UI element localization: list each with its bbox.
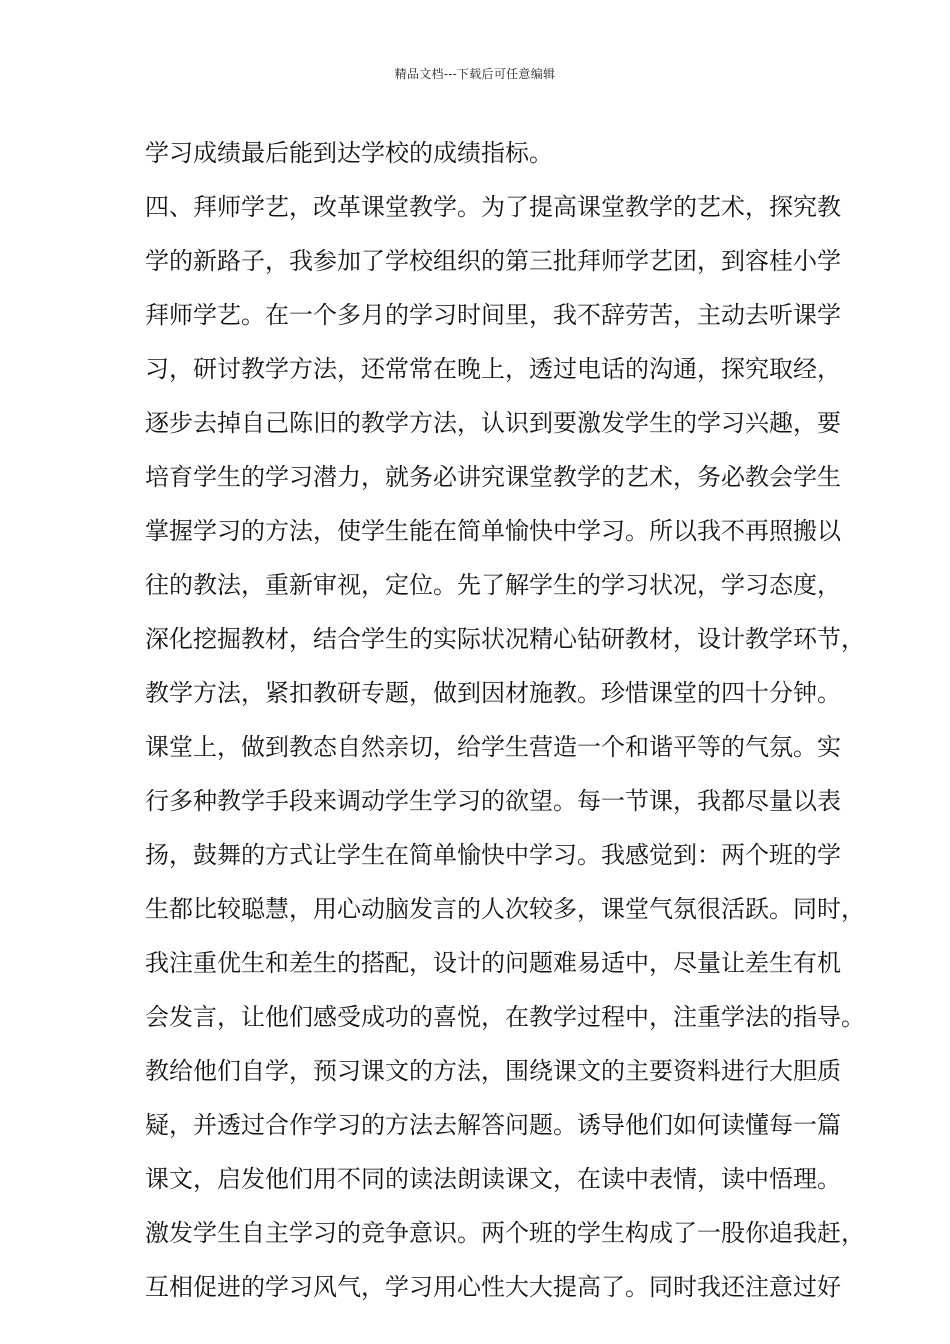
text-line: 疑，并透过合作学习的方法去解答问题。诱导他们如何读懂每一篇 [145, 1111, 841, 1139]
page-header: 精品文档---下载后可任意编辑 [394, 67, 556, 81]
text-line: 我注重优生和差生的搭配，设计的问题难易适中，尽量让差生有机 [145, 949, 841, 977]
body-text [145, 126, 865, 1314]
text-line: 教学方法，紧扣教研专题，做到因材施教。珍惜课堂的四十分钟。 [145, 679, 841, 707]
text-line: 深化挖掘教材，结合学生的实际状况精心钻研教材，设计教学环节， [145, 625, 865, 653]
text-line: 学习成绩最后能到达学校的成绩指标。 [145, 139, 553, 167]
text-line: 教给他们自学，预习课文的方法，围绕课文的主要资料进行大胆质 [145, 1057, 841, 1085]
text-line: 逐步去掉自己陈旧的教学方法，认识到要激发学生的学习兴趣，要 [145, 409, 841, 437]
text-line: 四、拜师学艺，改革课堂教学。为了提高课堂教学的艺术，探究教 [145, 193, 841, 221]
text-line: 生都比较聪慧，用心动脑发言的人次较多，课堂气氛很活跃。同时， [145, 895, 865, 923]
text-line: 习，研讨教学方法，还常常在晚上，透过电话的沟通，探究取经， [145, 355, 841, 383]
text-line: 扬，鼓舞的方式让学生在简单愉快中学习。我感觉到：两个班的学 [145, 841, 841, 869]
text-line: 课堂上，做到教态自然亲切，给学生营造一个和谐平等的气氛。实 [145, 733, 841, 761]
text-line: 激发学生自主学习的竞争意识。两个班的学生构成了一股你追我赶， [145, 1219, 865, 1247]
text-line: 拜师学艺。在一个多月的学习时间里，我不辞劳苦，主动去听课学 [145, 301, 841, 329]
text-line: 课文，启发他们用不同的读法朗读课文，在读中表情，读中悟理。 [145, 1165, 841, 1193]
text-line: 培育学生的学习潜力，就务必讲究课堂教学的艺术，务必教会学生 [145, 463, 841, 491]
text-line: 互相促进的学习风气，学习用心性大大提高了。同时我还注意过好 [145, 1273, 841, 1301]
text-line: 往的教法，重新审视，定位。先了解学生的学习状况，学习态度， [145, 571, 841, 599]
text-line: 学的新路子，我参加了学校组织的第三批拜师学艺团，到容桂小学 [145, 247, 841, 275]
text-line: 掌握学习的方法，使学生能在简单愉快中学习。所以我不再照搬以 [145, 517, 841, 545]
text-line: 会发言，让他们感受成功的喜悦，在教学过程中，注重学法的指导。 [145, 1003, 865, 1031]
text-line: 行多种教学手段来调动学生学习的欲望。每一节课，我都尽量以表 [145, 787, 841, 815]
